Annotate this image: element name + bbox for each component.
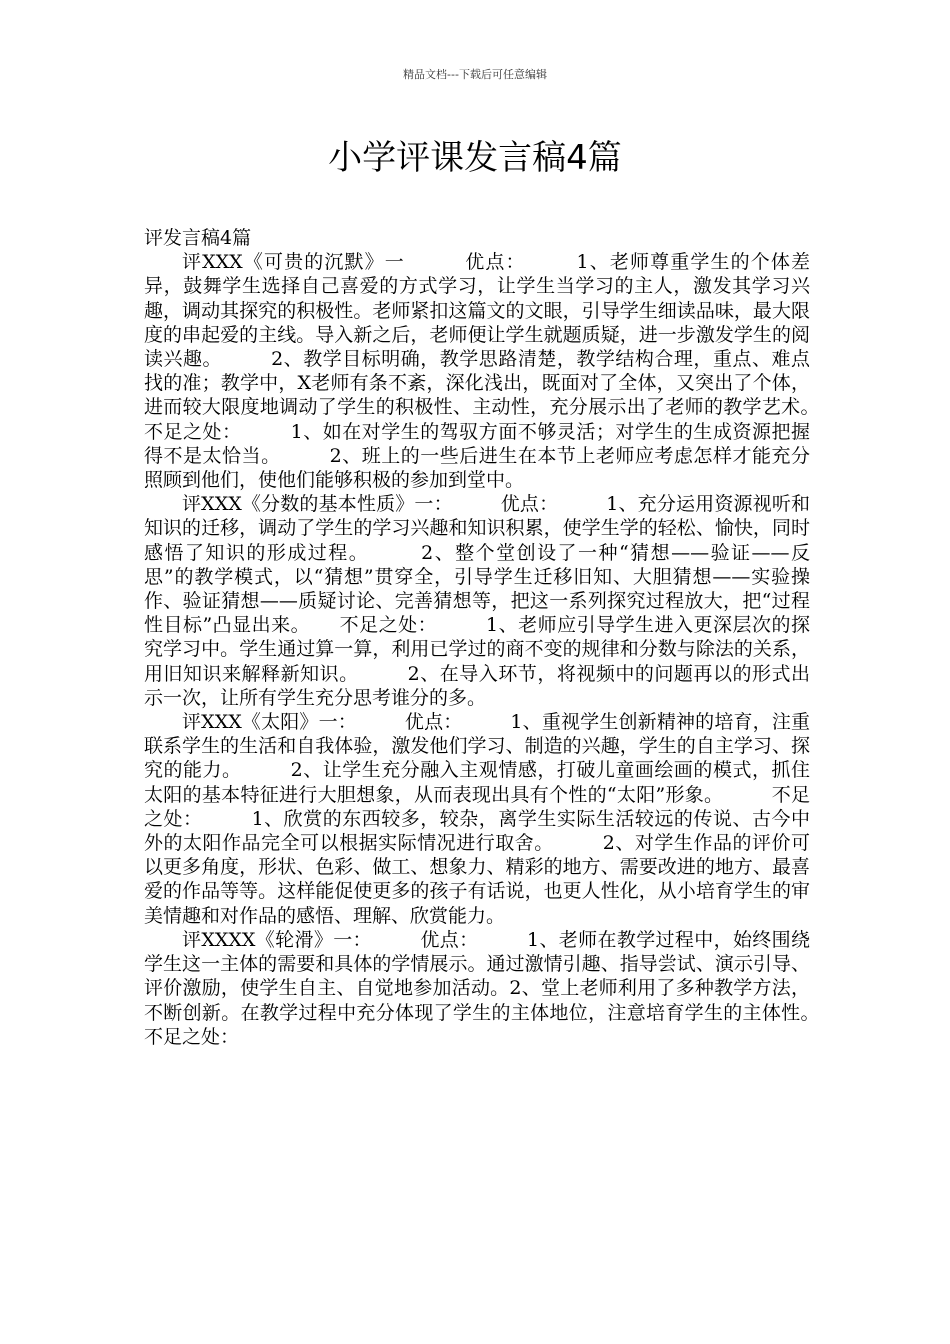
review-paragraph-4: 评XXXX《轮滑》一： 优点： 1、老师在教学过程中，始终围绕学生这一主体的需要和具体的学情展示。通过激情引趣、指导尝试、演示引导、评价激励，使学生自主、自觉地参加活动。2、堂上老师利用了多种教学方法，不断创新。在教学过程中充分体现了学生的主体地位，注意培育学生的主体性。 不足之处： xyxy=(144,928,868,1048)
document-title: 小学评课发言稿4篇 xyxy=(328,138,622,178)
document-subtitle: 评发言稿4篇 xyxy=(144,227,252,249)
page-header: 精品文档---下载后可任意编辑 xyxy=(403,68,547,81)
document-body xyxy=(144,226,868,1049)
review-paragraph-3: 评XXX《太阳》一： 优点： 1、重视学生创新精神的培育，注重联系学生的生活和自我体验，激发他们学习、制造的兴趣，学生的自主学习、探究的能力。 2、让学生充分融入主观情感，打破儿童画绘画的模式，抓住太阳的基本特征进行大胆想象，从而表现出具有个性的“太阳”形象。 不足之处： 1、欣赏的东西较多，较杂，离学生实际生活较远的传说、古今中外的太阳作品完全可以根据实际情况进行取舍。 2、对学生作品的评价可以更多角度，形状、色彩、做工、想象力、精彩的地方、需要改进的地方、最喜爱的作品等等。这样能促使更多的孩子有话说，也更人性化，从小培育学生的审美情趣和对作品的感悟、理解、欣赏能力。 xyxy=(144,711,810,927)
review-paragraph-2: 评XXX《分数的基本性质》一： 优点： 1、充分运用资源视听和知识的迁移，调动了学生的学习兴趣和知识积累，使学生学的轻松、愉快，同时感悟了知识的形成过程。 2、整个堂创设了一种“猜想——验证——反思”的教学模式，以“猜想”贯穿全，引导学生迁移旧知、大胆猜想——实验操作、验证猜想——质疑讨论、完善猜想等，把这一系列探究过程放大，把“过程性目标”凸显出来。 不足之处： 1、老师应引导学生进入更深层次的探究学习中。学生通过算一算，利用已学过的商不变的规律和分数与除法的关系，用旧知识来解释新知识。 2、在导入环节，将视频中的问题再以的形式出示一次，让所有学生充分思考谁分的多。 xyxy=(144,493,810,709)
review-paragraph-1: 评XXX《可贵的沉默》一 优点： 1、老师尊重学生的个体差异，鼓舞学生选择自己喜爱的方式学习，让学生当学习的主人，激发其学习兴趣，调动其探究的积极性。老师紧扣这篇文的文眼，引导学生细读品味，最大限度的串起爱的主线。导入新之后，老师便让学生就题质疑，进一步激发学生的阅读兴趣。 2、教学目标明确，教学思路清楚，教学结构合理，重点、难点找的准；教学中，X老师有条不紊，深化浅出，既面对了全体，又突出了个体，进而较大限度地调动了学生的积极性、主动性，充分展示出了老师的教学艺术。 不足之处： 1、如在对学生的驾驭方面不够灵活；对学生的生成资源把握得不是太恰当。 2、班上的一些后进生在本节上老师应考虑怎样才能充分照顾到他们，使他们能够积极的参加到堂中。 xyxy=(144,251,849,492)
